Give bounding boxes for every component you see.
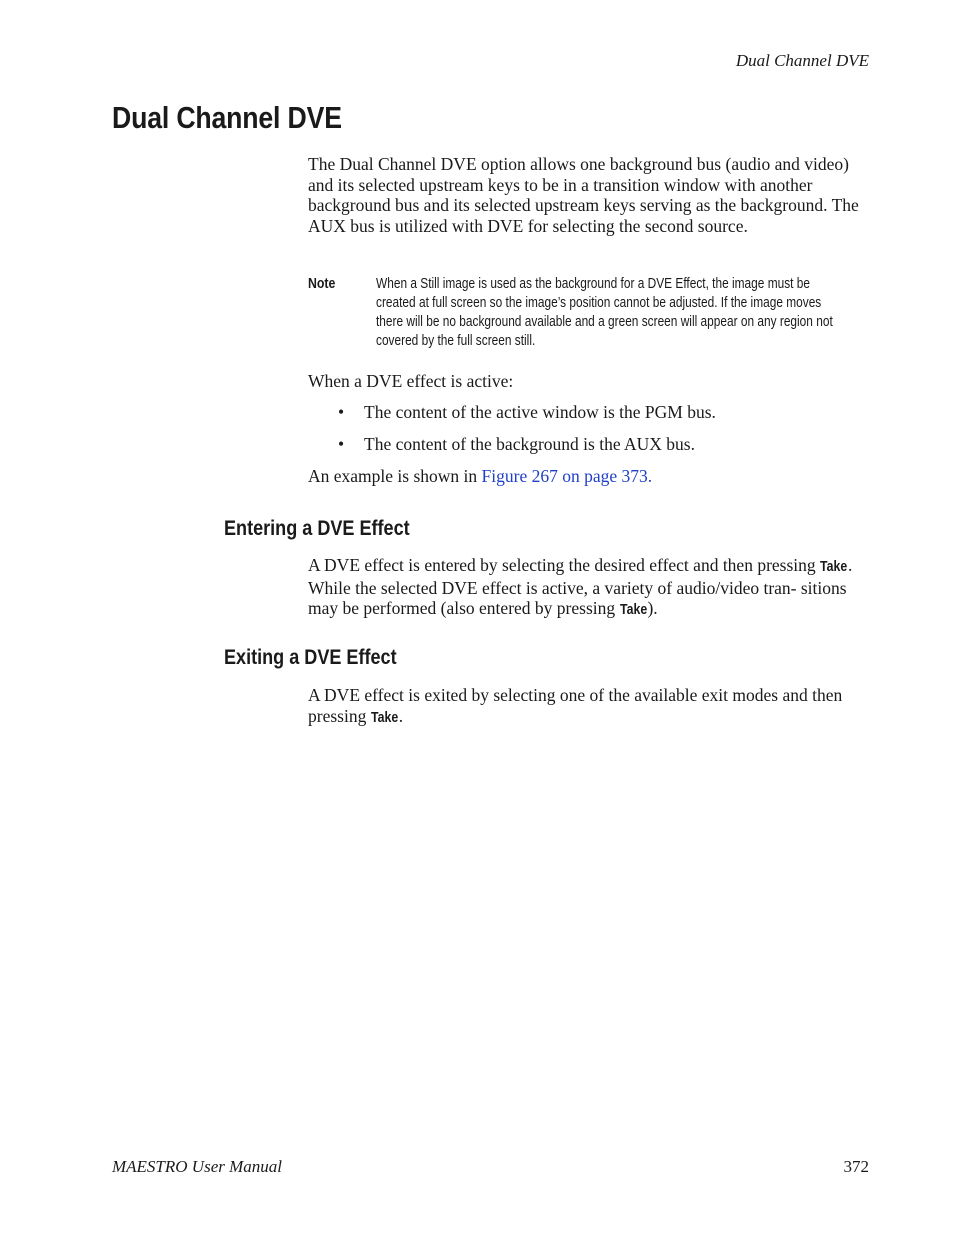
exiting-text-2: . [398, 705, 404, 726]
entering-text-2: . While the selected DVE effect is active, a variety of audio/video tran- sitions may be performed (also entered by pressing [308, 555, 853, 618]
entering-paragraph [308, 555, 873, 621]
take-keyword: Take [370, 709, 398, 726]
footer-page-number: 372 [843, 1157, 869, 1176]
example-suffix: . [647, 466, 653, 486]
take-keyword: Take [619, 602, 647, 618]
active-intro-paragraph: When a DVE effect is active: [308, 371, 514, 391]
figure-link[interactable]: Figure 267 on page 373 [481, 466, 648, 486]
list-item-text: The content of the background is the AUX bus. [364, 433, 695, 454]
list-item [338, 434, 716, 455]
section-heading-exiting: Exiting a DVE Effect [224, 646, 397, 669]
entering-text-1: A DVE effect is entered by selecting the desired effect and then pressing [308, 555, 821, 575]
page-title: Dual Channel DVE [112, 100, 342, 135]
exiting-text-1: A DVE effect is exited by selecting one of the available exit modes and then pressing [308, 685, 843, 726]
footer-manual-title: MAESTRO User Manual [112, 1157, 282, 1176]
section-heading-entering: Entering a DVE Effect [224, 517, 410, 540]
bullet-glyph: • [338, 433, 345, 454]
list-item [338, 402, 716, 423]
example-paragraph [308, 466, 873, 487]
running-header: Dual Channel DVE [735, 51, 869, 70]
note-text: When a Still image is used as the background for a DVE Effect, the image must be created at full screen so the image’s position cannot be adjusted. If the image moves there will be no background available and a green screen will appear on any region not covered by the full screen still. [376, 276, 833, 349]
bullet-glyph: • [338, 402, 345, 422]
take-keyword: Take [820, 559, 848, 575]
exiting-paragraph [308, 685, 873, 728]
note-label: Note [308, 276, 336, 292]
list-item-text: The content of the active window is the PGM bus. [364, 402, 716, 422]
intro-paragraph: The Dual Channel DVE option allows one background bus (audio and video) and its selected upstream keys to be in a transition window with another background bus and its selected upstream keys serving as the background. The AUX bus is utilized with DVE for selecting the second source. [308, 154, 859, 236]
example-prefix: An example is shown in [308, 466, 482, 486]
bullet-list [338, 402, 716, 465]
entering-text-3: ). [647, 598, 658, 618]
